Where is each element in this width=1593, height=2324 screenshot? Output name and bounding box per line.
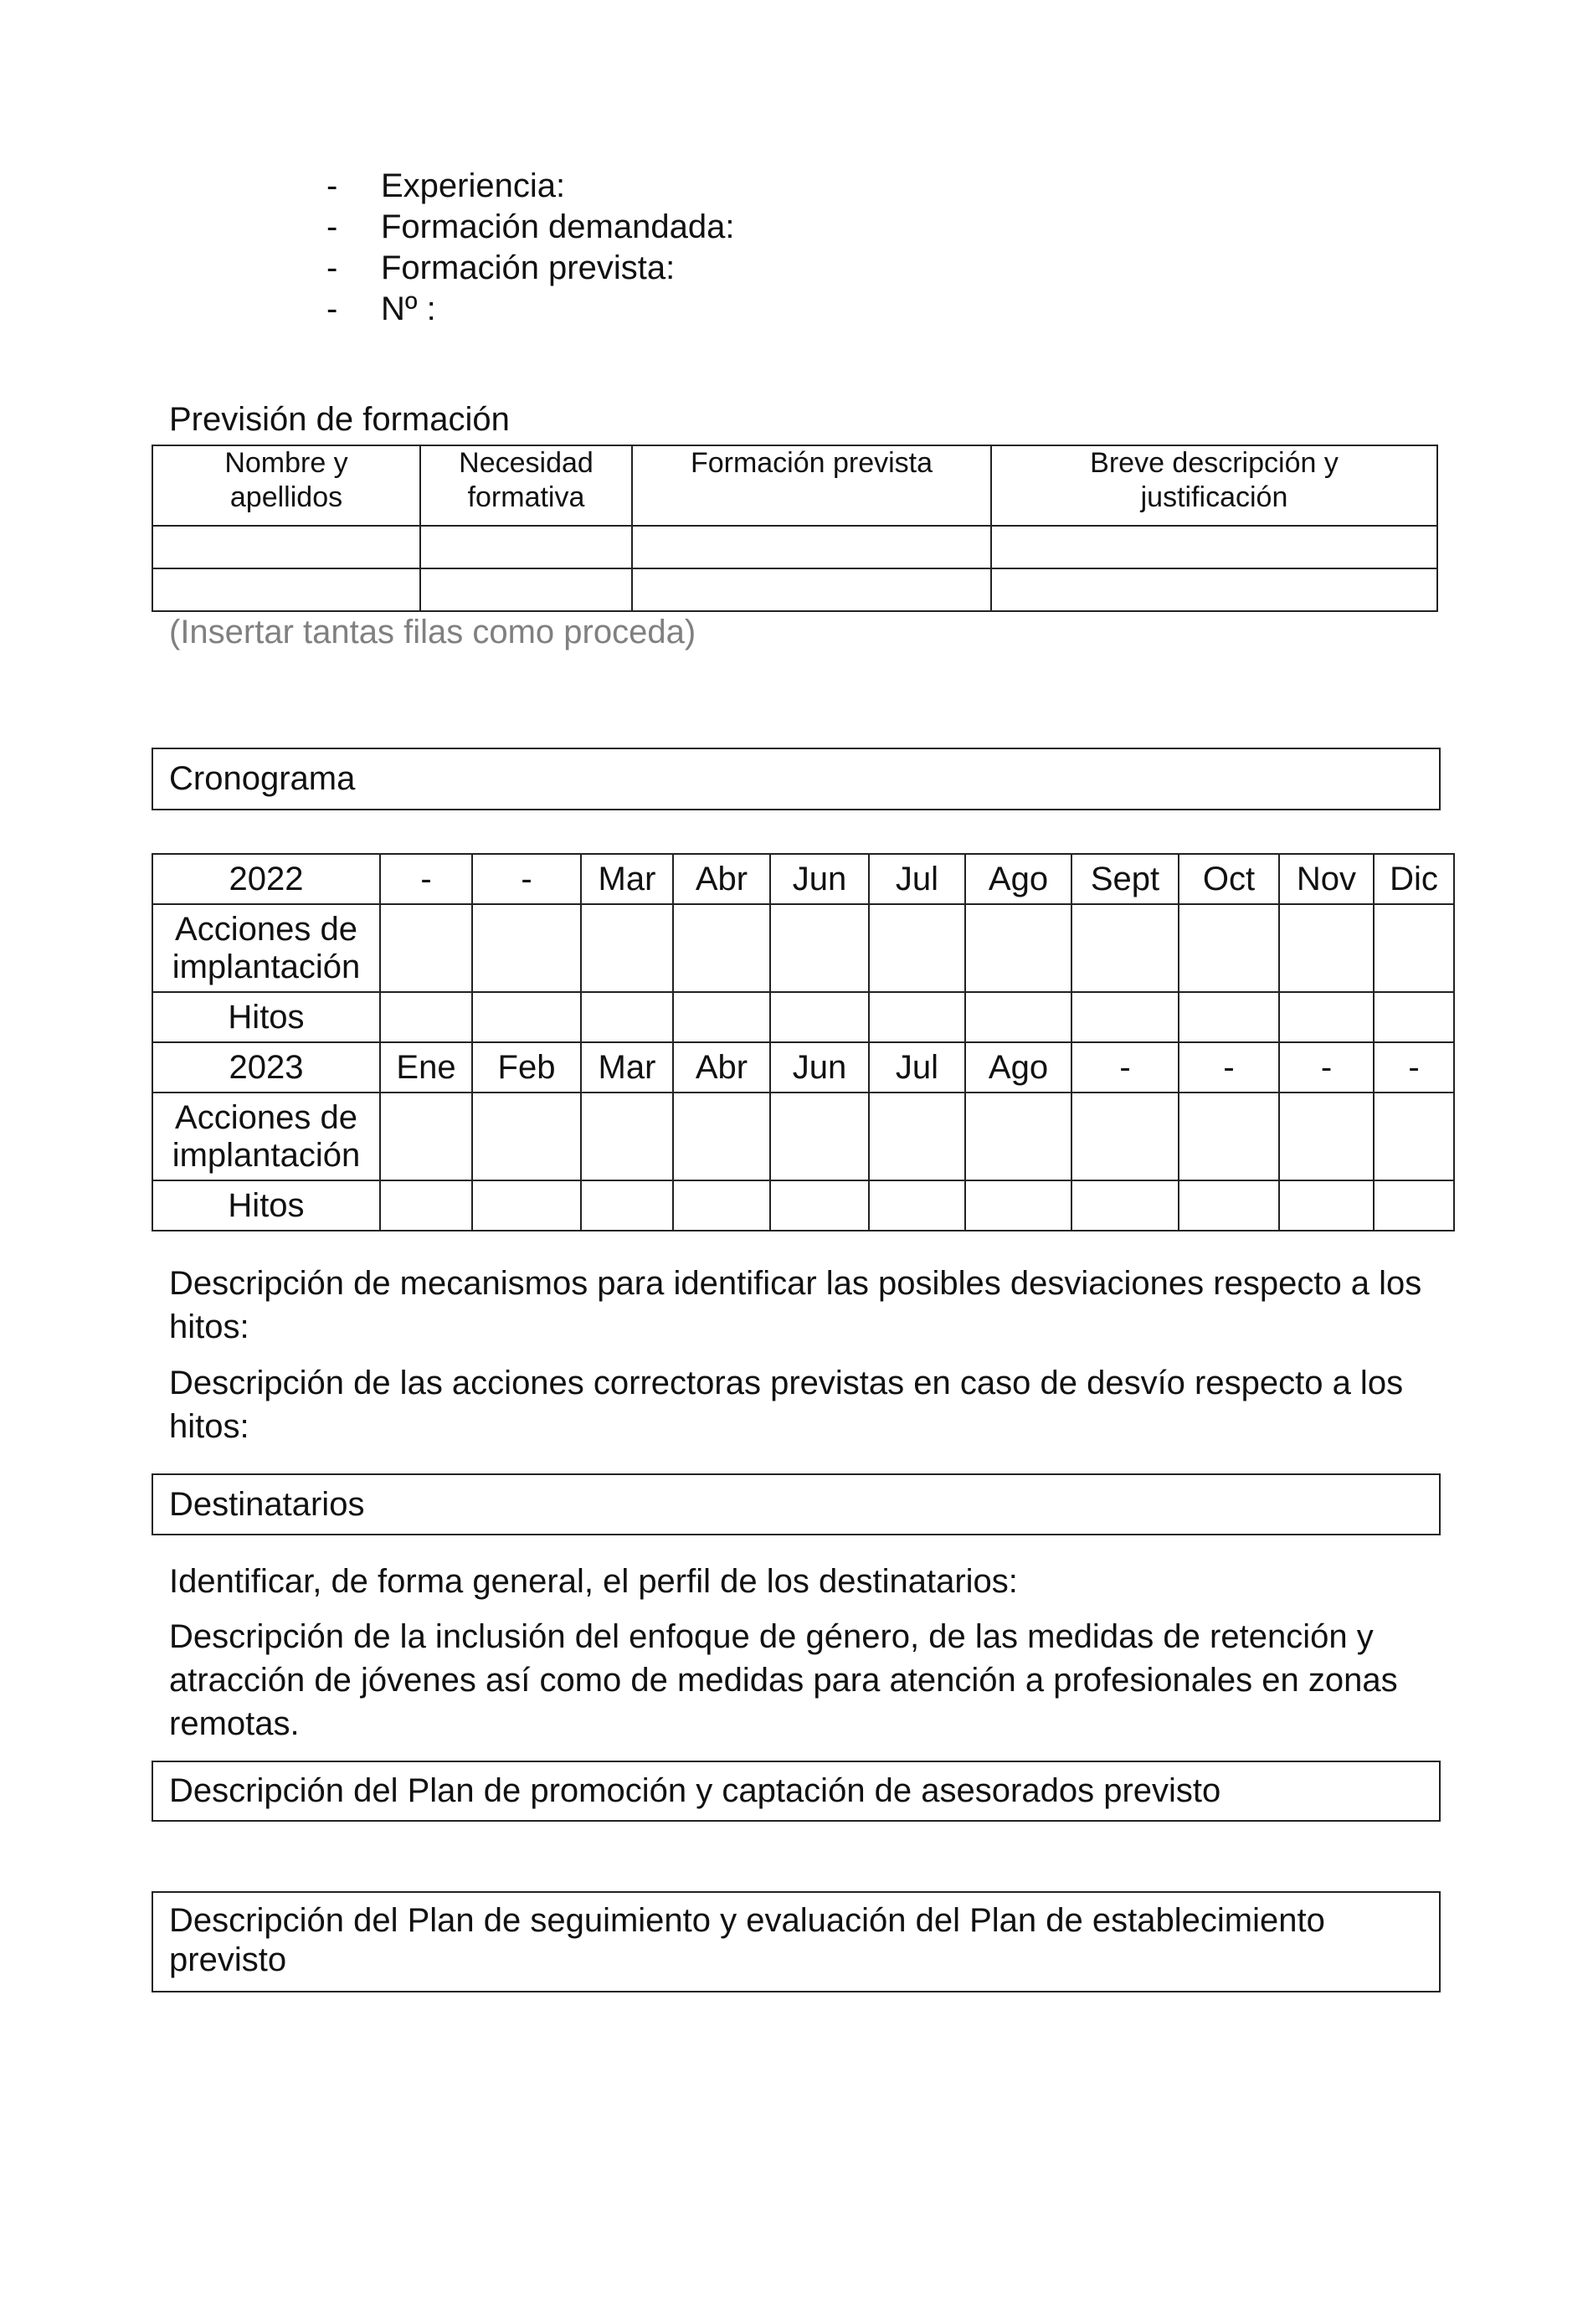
enfoque-genero-text: Descripción de la inclusión del enfoque de género, de las medidas de retención y atracción de jóvenes así como de medidas para atención a profesionales en zonas remotas.: [169, 1618, 1398, 1742]
month-cell[interactable]: [869, 1093, 965, 1180]
month-cell[interactable]: [1279, 1093, 1374, 1180]
month-cell[interactable]: [673, 1180, 770, 1231]
list-item: [326, 289, 734, 330]
header-descripcion: Breve descripción y justificación: [991, 445, 1437, 526]
month-cell[interactable]: [770, 1093, 869, 1180]
table-cell[interactable]: [632, 526, 991, 568]
mecanismos-text: Descripción de mecanismos para identificar las posibles desviaciones respecto a los hitos:: [169, 1265, 1422, 1345]
month-cell: Jun: [770, 854, 869, 904]
month-cell[interactable]: [673, 992, 770, 1042]
perfil-destinatarios-text: Identificar, de forma general, el perfil de los destinatarios:: [169, 1563, 1018, 1600]
month-cell: Oct: [1179, 854, 1279, 904]
month-cell[interactable]: [1279, 904, 1374, 992]
table-row: [152, 1093, 1454, 1180]
bullet-list: [326, 166, 734, 330]
month-cell[interactable]: [1071, 1180, 1179, 1231]
month-cell[interactable]: [472, 1093, 581, 1180]
month-cell: -: [1071, 1042, 1179, 1093]
month-cell[interactable]: [770, 1180, 869, 1231]
table-cell[interactable]: [152, 568, 420, 611]
month-cell[interactable]: [1279, 992, 1374, 1042]
table-row: [152, 568, 1437, 611]
seguimiento-box: [152, 1891, 1441, 1992]
month-cell[interactable]: [472, 992, 581, 1042]
prevision-title: Previsión de formación: [169, 401, 510, 438]
month-cell: Jul: [869, 1042, 965, 1093]
cronograma-box: [152, 748, 1441, 810]
month-cell: Mar: [581, 854, 673, 904]
month-cell[interactable]: [673, 1093, 770, 1180]
month-cell[interactable]: [1374, 1180, 1454, 1231]
month-cell[interactable]: [965, 992, 1071, 1042]
month-cell: Abr: [673, 1042, 770, 1093]
month-cell: Sept: [1071, 854, 1179, 904]
cronograma-table: [152, 853, 1455, 1231]
month-cell: Jul: [869, 854, 965, 904]
table-header-row: [152, 445, 1437, 526]
dash-marker: -: [326, 208, 338, 245]
month-cell[interactable]: [380, 1093, 472, 1180]
table-row: [152, 526, 1437, 568]
month-cell[interactable]: [581, 1093, 673, 1180]
table-row: [152, 904, 1454, 992]
month-cell: Dic: [1374, 854, 1454, 904]
dash-marker: -: [326, 290, 338, 327]
table-row: [152, 1042, 1454, 1093]
month-cell[interactable]: [1179, 1180, 1279, 1231]
month-cell[interactable]: [869, 992, 965, 1042]
list-item: [326, 166, 734, 207]
month-cell: Abr: [673, 854, 770, 904]
month-cell[interactable]: [380, 992, 472, 1042]
month-cell[interactable]: [1071, 992, 1179, 1042]
table-row: [152, 854, 1454, 904]
prevision-table: [152, 445, 1438, 612]
month-cell[interactable]: [770, 992, 869, 1042]
promocion-box: [152, 1761, 1441, 1822]
month-cell[interactable]: [1179, 1093, 1279, 1180]
month-cell[interactable]: [869, 904, 965, 992]
bullet-formacion-prevista: Formación prevista:: [381, 249, 676, 286]
row-label-cell: 2022: [152, 854, 380, 904]
row-label-cell: Hitos: [152, 992, 380, 1042]
month-cell[interactable]: [965, 1093, 1071, 1180]
month-cell[interactable]: [1179, 992, 1279, 1042]
table-row: [152, 992, 1454, 1042]
table-cell[interactable]: [152, 526, 420, 568]
month-cell[interactable]: [380, 904, 472, 992]
month-cell[interactable]: [965, 1180, 1071, 1231]
row-label-cell: Hitos: [152, 1180, 380, 1231]
month-cell[interactable]: [581, 992, 673, 1042]
header-nombre: Nombre y apellidos: [152, 445, 420, 526]
month-cell[interactable]: [1071, 1093, 1179, 1180]
month-cell[interactable]: [869, 1180, 965, 1231]
destinatarios-box: [152, 1473, 1441, 1535]
seguimiento-title: Descripción del Plan de seguimiento y evaluación del Plan de establecimiento previsto: [169, 1902, 1325, 1978]
month-cell[interactable]: [472, 904, 581, 992]
table-cell[interactable]: [991, 526, 1437, 568]
month-cell[interactable]: [673, 904, 770, 992]
bullet-experiencia: Experiencia:: [381, 167, 566, 204]
month-cell: -: [472, 854, 581, 904]
table-cell[interactable]: [632, 568, 991, 611]
month-cell[interactable]: [770, 904, 869, 992]
month-cell: Ago: [965, 1042, 1071, 1093]
month-cell[interactable]: [1279, 1180, 1374, 1231]
month-cell: Feb: [472, 1042, 581, 1093]
header-necesidad: Necesidad formativa: [420, 445, 632, 526]
month-cell: Ago: [965, 854, 1071, 904]
month-cell[interactable]: [581, 1180, 673, 1231]
month-cell: Jun: [770, 1042, 869, 1093]
list-item: [326, 248, 734, 289]
dash-marker: -: [326, 167, 338, 204]
table-cell[interactable]: [420, 568, 632, 611]
row-label-cell: 2023: [152, 1042, 380, 1093]
table-cell[interactable]: [420, 526, 632, 568]
header-formacion: Formación prevista: [632, 445, 991, 526]
month-cell[interactable]: [1374, 1093, 1454, 1180]
month-cell[interactable]: [1179, 904, 1279, 992]
month-cell[interactable]: [1071, 904, 1179, 992]
month-cell[interactable]: [1374, 992, 1454, 1042]
month-cell[interactable]: [965, 904, 1071, 992]
insert-rows-hint: (Insertar tantas filas como proceda): [169, 614, 696, 650]
list-item: [326, 207, 734, 248]
month-cell[interactable]: [380, 1180, 472, 1231]
bullet-numero: Nº :: [381, 290, 436, 327]
table-cell[interactable]: [991, 568, 1437, 611]
month-cell: Ene: [380, 1042, 472, 1093]
month-cell[interactable]: [472, 1180, 581, 1231]
month-cell: Mar: [581, 1042, 673, 1093]
month-cell: -: [1374, 1042, 1454, 1093]
month-cell: -: [1279, 1042, 1374, 1093]
month-cell: Nov: [1279, 854, 1374, 904]
table-row: [152, 1180, 1454, 1231]
dash-marker: -: [326, 249, 338, 286]
cronograma-title: Cronograma: [169, 760, 356, 797]
month-cell[interactable]: [581, 904, 673, 992]
acciones-correctoras-text: Descripción de las acciones correctoras previstas en caso de desvío respecto a los hitos:: [169, 1365, 1404, 1445]
month-cell: -: [1179, 1042, 1279, 1093]
month-cell[interactable]: [1374, 904, 1454, 992]
row-label-cell: Acciones de implantación: [152, 904, 380, 992]
bullet-formacion-demandada: Formación demandada:: [381, 208, 735, 245]
month-cell: -: [380, 854, 472, 904]
promocion-title: Descripción del Plan de promoción y captación de asesorados previsto: [169, 1772, 1221, 1809]
destinatarios-title: Destinatarios: [169, 1485, 365, 1523]
row-label-cell: Acciones de implantación: [152, 1093, 380, 1180]
